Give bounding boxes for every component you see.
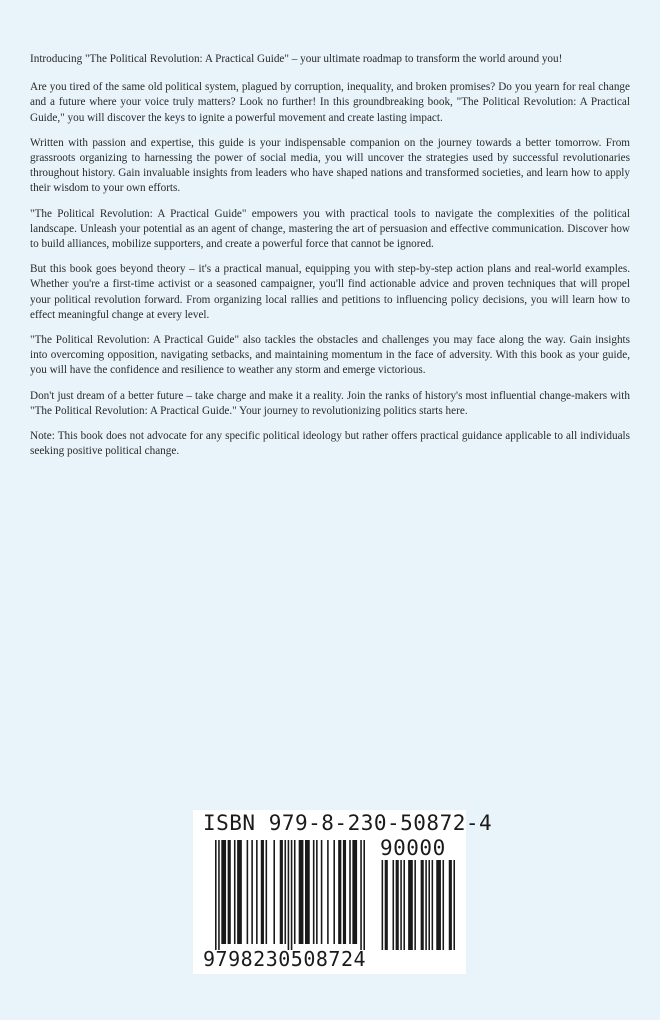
barcode-bar [256,840,258,944]
barcode-bar [284,840,286,944]
addon-bar [400,860,402,950]
barcode-bar [360,840,362,950]
barcode-bar [343,840,346,944]
barcode-bar [261,840,264,944]
barcode-bar [327,840,329,944]
back-cover-text [30,52,630,469]
addon-bar [396,860,399,950]
barcode-bar [266,840,268,944]
barcode-bar [247,840,249,944]
addon-bar [443,860,445,950]
barcode-bar [313,840,315,944]
barcode-digits: 9798230508724 [203,947,367,971]
addon-bar [393,860,395,950]
isbn-label: ISBN 979-8-230-50872-4 [203,811,493,835]
addon-bar [425,860,427,950]
addon-bar [449,860,452,950]
addon-bar [453,860,455,950]
barcode-bar [251,840,253,944]
barcode-bar [338,840,341,944]
addon-bar [432,860,434,950]
body-paragraph: Don't just dream of a better future – take charge and make it a reality. Join the ranks of history's most influential change-makers with "The Political Revolution: A Practical Guide." Your journey to revolutionizing politics starts here. [30,389,630,417]
addon-price-code: 90000 [380,836,446,860]
intro-paragraph: Introducing "The Political Revolution: A Practical Guide" – your ultimate roadmap to transform the world around you! [30,53,563,65]
barcode-bar [363,840,365,950]
isbn-barcode [193,810,493,974]
barcode-bar [215,840,217,950]
body-paragraph: "The Political Revolution: A Practical Guide" also tackles the obstacles and challenges you may face along the way. Gain insights into overcoming opposition, navigating setbacks, and maintaining momentum in the face of adversity. With this book as your guide, you will have the confidence and resilience to weather any storm and emerge victorious. [30,334,630,377]
barcode-bar [288,840,290,950]
barcode-bar [237,840,242,944]
barcode-bar [294,840,296,944]
barcode-bar [228,840,231,944]
barcode-bar [352,840,357,944]
body-paragraph: Are you tired of the same old political system, plagued by corruption, inequality, and broken promises? Do you yearn for real change and a future where your voice truly matters? Look no further! In this groundbreaking book, "The Political Revolution: A Practical Guide," you will discover the keys to ignite a powerful movement and create lasting impact. [30,81,630,124]
addon-bar [414,860,416,950]
addon-bar [403,860,405,950]
barcode-bar [273,840,275,944]
addon-bar [436,860,441,950]
addon-bar [382,860,384,950]
barcode-bar [316,840,318,944]
ean13-bars [215,840,365,950]
addon-bar [421,860,424,950]
note-paragraph: Note: This book does not advocate for any specific political ideology but rather offers practical guidance applicable to all individuals seeking positive political change. [30,430,630,458]
barcode-bar [305,840,310,944]
barcode-bar [299,840,304,944]
body-paragraph: But this book goes beyond theory – it's a practical manual, equipping you with step-by-step action plans and real-world examples. Whether you're a first-time activist or a seasoned campaigner, you'll find actionable advice and proven techniques that will propel your political revolution forward. From organizing local rallies and petitions to influencing policy decisions, you will learn how to effect meaningful change at every level. [30,263,630,321]
body-paragraph: "The Political Revolution: A Practical Guide" empowers you with practical tools to navigate the complexities of the political landscape. Unleash your potential as an agent of change, mastering the art of persuasion and effective communication. Discover how to build alliances, mobilize supporters, and create a powerful force that cannot be ignored. [30,207,630,251]
barcode-bar [321,840,323,944]
addon-bar [385,860,388,950]
barcode-bar [291,840,293,950]
addon-bars [380,860,455,950]
barcode-bar [349,840,351,944]
barcode-bar [221,840,226,944]
barcode-bar [218,840,220,950]
addon-bar [408,860,413,950]
barcode-bar [234,840,236,944]
body-paragraph: Written with passion and expertise, this guide is your indispensable companion on the journey towards a better tomorrow. From grassroots organizing to harnessing the power of social media, you will uncover the strategies used by successful revolutionaries throughout history. Gain invaluable insights from leaders who have shaped nations and transformed societies, and learn how to apply their wisdom to your own efforts. [30,136,630,195]
barcode-bar [333,840,335,944]
addon-bar [428,860,430,950]
barcode-bar [280,840,283,944]
